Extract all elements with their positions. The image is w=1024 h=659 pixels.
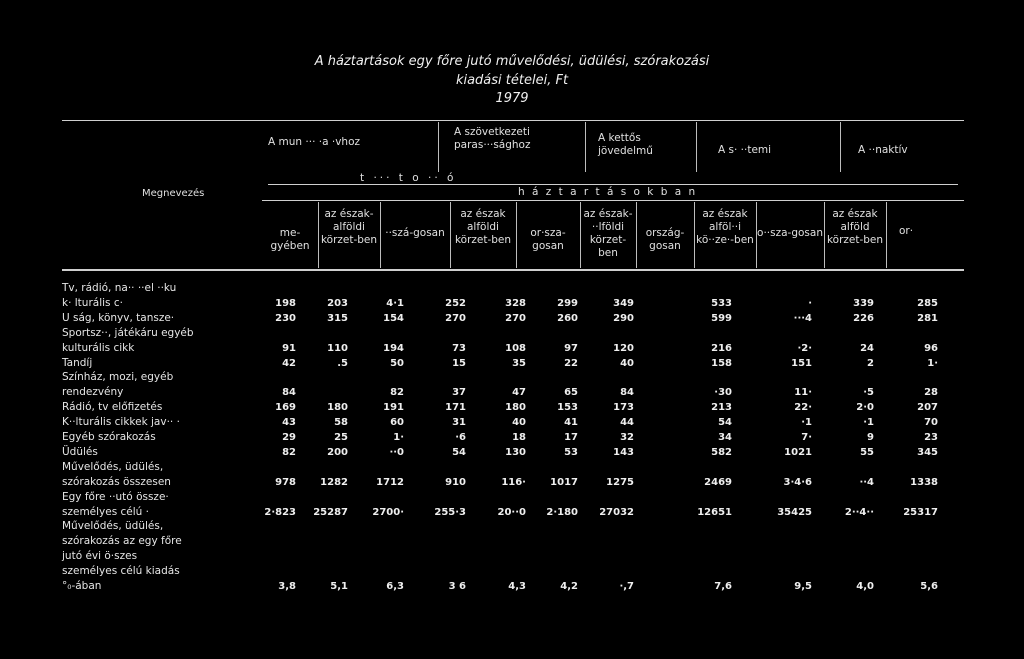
header-mid-rule	[268, 184, 958, 185]
table-cell: ·1	[863, 417, 874, 429]
table-cell: 203	[327, 297, 348, 309]
row-label: Tv, rádió, na·· ··el ··ku	[62, 282, 177, 294]
table-cell: ·30	[714, 387, 732, 399]
table-cell: 173	[613, 402, 634, 414]
group-header-4: A s· ··temi	[718, 144, 772, 156]
table-cell: 23	[924, 432, 938, 443]
column-divider	[580, 202, 581, 268]
table-cell: ·6	[455, 432, 466, 443]
table-cell: 120	[613, 342, 634, 354]
table-cell: 191	[383, 402, 404, 414]
table-cell: 44	[620, 417, 634, 429]
table-cell: 73	[452, 342, 466, 354]
table-cell: ···4	[793, 312, 812, 324]
table-cell: 533	[711, 297, 732, 309]
subheader-col-5: or·sza-gosan	[530, 227, 566, 252]
table-cell: 54	[718, 417, 732, 429]
column-divider	[886, 202, 887, 268]
table-cell: 96	[924, 342, 938, 354]
subheader-rule	[262, 200, 964, 201]
table-cell: 1338	[910, 476, 938, 488]
table-cell: 24	[860, 342, 874, 354]
row-label: személyes célú ·	[62, 505, 150, 518]
table-cell: 60	[390, 417, 404, 429]
subheader-col-1: me-gyében	[270, 227, 310, 252]
column-divider	[318, 202, 319, 268]
header-top-rule	[62, 120, 964, 121]
table-cell: 200	[327, 446, 348, 458]
header-divider	[840, 122, 841, 172]
haztartasokban-header: h á z t a r t á s o k b a n	[518, 186, 698, 198]
table-cell: 25287	[313, 506, 348, 518]
group-header-5: A ··naktív	[858, 144, 908, 156]
table-cell: 116·	[501, 476, 526, 488]
table-cell: 22·	[794, 402, 812, 414]
table-cell: 5,1	[330, 581, 348, 592]
table-cell: 143	[613, 446, 634, 458]
table-cell: 91	[282, 342, 296, 354]
table-cell: 2700·	[372, 506, 404, 518]
row-label: K··lturális cikkek jav·· ·	[62, 416, 180, 429]
table-cell: 2·180	[546, 506, 578, 518]
table-cell: 7·	[801, 432, 812, 443]
row-label: szórakozás az egy főre	[62, 535, 182, 548]
table-cell: 3 6	[448, 581, 466, 592]
table-cell: 34	[718, 432, 732, 443]
table-cell: 1017	[550, 476, 578, 488]
table-cell: ··4	[859, 476, 874, 488]
table-cell: 97	[564, 342, 578, 354]
table-cell: 4,2	[560, 581, 578, 592]
row-label-header: Megnevezés	[142, 188, 205, 199]
table-cell: 25	[334, 432, 348, 443]
table-cell: 22	[564, 357, 578, 369]
subheader-col-8: az észak alföl··i kö··ze·-ben	[696, 208, 754, 246]
row-label: Művelődés, üdülés,	[62, 520, 164, 533]
table-cell: 349	[613, 297, 634, 309]
table-cell: 43	[282, 417, 296, 429]
table-cell: 169	[275, 402, 296, 414]
table-cell: 2469	[704, 476, 732, 488]
table-cell: 4·1	[386, 297, 404, 309]
row-label: Tandíj	[62, 356, 93, 369]
row-label: k· lturális c·	[62, 296, 123, 309]
table-cell: 2·0	[856, 402, 874, 414]
table-cell: 3·4·6	[783, 476, 812, 488]
table-cell: 5,6	[920, 581, 938, 592]
table-cell: 345	[917, 446, 938, 458]
table-cell: 40	[620, 357, 634, 369]
table-cell: 158	[711, 357, 732, 369]
group-header-2: A szövetkezeti paras···sághoz	[454, 126, 531, 151]
table-cell: 108	[505, 342, 526, 354]
row-label: Sportsz··, játékáru egyéb	[62, 326, 194, 339]
header-bottom-rule	[62, 269, 964, 271]
table-cell: 216	[711, 342, 732, 354]
table-cell: 54	[452, 446, 466, 458]
table-cell: 260	[557, 312, 578, 324]
table-cell: 28	[924, 387, 938, 399]
table-cell: 910	[445, 476, 466, 488]
table-cell: 41	[564, 417, 578, 429]
table-cell: 582	[711, 446, 732, 458]
table-cell: 6,3	[386, 581, 404, 592]
table-cell: 40	[512, 417, 526, 429]
table-cell: 84	[282, 387, 296, 399]
table-title-year: 1979	[495, 91, 529, 106]
table-cell: ··0	[389, 446, 404, 458]
table-cell: 32	[620, 432, 634, 443]
table-cell: 82	[282, 446, 296, 458]
row-label: °₀-ában	[62, 580, 102, 592]
table-cell: ·5	[863, 387, 874, 399]
subheader-col-11: or·	[898, 225, 914, 237]
row-label: Egyéb szórakozás	[62, 431, 156, 443]
table-cell: 20··0	[497, 506, 526, 518]
table-cell: ·,7	[619, 581, 634, 592]
table-cell: 299	[557, 297, 578, 309]
table-cell: 154	[383, 312, 404, 324]
table-cell: 15	[452, 357, 466, 369]
table-cell: 151	[791, 357, 812, 369]
column-divider	[694, 202, 695, 268]
table-cell: 198	[275, 297, 296, 309]
table-cell: 11·	[794, 387, 812, 399]
table-cell: 180	[505, 402, 526, 414]
row-label: Színház, mozi, egyéb	[62, 371, 174, 384]
table-cell: 2·823	[264, 506, 296, 518]
table-cell: 35	[512, 357, 526, 369]
header-divider	[585, 122, 586, 172]
table-cell: 17	[564, 432, 578, 443]
table-cell: 281	[917, 312, 938, 324]
subheader-col-7: ország-gosan	[645, 227, 685, 252]
table-cell: 315	[327, 312, 348, 324]
row-label: kulturális cikk	[62, 341, 135, 354]
tartozo-header: t ··· t o ·· ó	[360, 172, 457, 184]
table-cell: 2	[867, 357, 874, 369]
subheader-col-9: o··sza-gosan	[757, 227, 823, 239]
header-divider	[696, 122, 697, 172]
table-cell: 1·	[393, 432, 404, 443]
table-cell: 4,3	[508, 581, 526, 592]
column-divider	[380, 202, 381, 268]
table-cell: 328	[505, 297, 526, 309]
header-divider	[438, 122, 439, 172]
table-cell: 180	[327, 402, 348, 414]
table-cell: ·	[808, 297, 812, 309]
column-divider	[636, 202, 637, 268]
table-cell: 65	[564, 387, 578, 399]
table-cell: 285	[917, 297, 938, 309]
table-title-line2: kiadási tételei, Ft	[455, 73, 569, 88]
table-cell: 37	[452, 387, 466, 399]
table-cell: 1275	[606, 476, 634, 488]
row-label: személyes célú kiadás	[62, 565, 180, 578]
table-cell: 29	[282, 432, 296, 443]
subheader-col-6: az észak-··lföldi körzet-ben	[583, 208, 633, 259]
table-cell: 252	[445, 297, 466, 309]
table-cell: 110	[327, 342, 348, 354]
table-cell: 194	[383, 342, 404, 354]
table-cell: 9,5	[794, 581, 812, 592]
table-cell: 35425	[777, 506, 812, 518]
table-cell: 1712	[376, 476, 404, 488]
table-cell: 1021	[784, 446, 812, 458]
table-cell: 50	[390, 357, 404, 369]
table-cell: 47	[512, 387, 526, 399]
table-cell: 130	[505, 446, 526, 458]
table-cell: 31	[452, 417, 466, 429]
row-label: Művelődés, üdülés,	[62, 460, 164, 473]
column-divider	[756, 202, 757, 268]
table-cell: 58	[334, 417, 348, 429]
column-divider	[824, 202, 825, 268]
table-cell: 27032	[599, 506, 634, 518]
table-cell: 339	[853, 297, 874, 309]
row-label: rendezvény	[62, 386, 124, 399]
column-divider	[516, 202, 517, 268]
group-header-3: A kettős jövedelmű	[598, 132, 653, 157]
table-cell: 226	[853, 312, 874, 324]
table-cell: 4,0	[856, 581, 874, 592]
group-header-1: A mun ··· ·a ·vhoz	[268, 136, 360, 148]
table-cell: 270	[505, 312, 526, 324]
table-cell: 1282	[320, 476, 348, 488]
table-cell: 3,8	[278, 581, 296, 592]
table-cell: 2··4··	[844, 506, 874, 518]
table-cell: 230	[275, 312, 296, 324]
table-cell: 53	[564, 446, 578, 458]
subheader-col-2: az észak-alföldi körzet-ben	[320, 208, 378, 246]
table-cell: 213	[711, 402, 732, 414]
table-cell: 290	[613, 312, 634, 324]
table-cell: 1·	[927, 357, 938, 369]
row-label: Rádió, tv előfizetés	[62, 401, 163, 414]
table-cell: ·1	[801, 417, 812, 429]
table-cell: .5	[337, 357, 348, 369]
table-cell: 9	[867, 432, 874, 443]
table-cell: 171	[445, 402, 466, 414]
table-cell: 978	[275, 476, 296, 488]
table-cell: 270	[445, 312, 466, 324]
column-divider	[450, 202, 451, 268]
row-label: jutó évi ö·szes	[62, 550, 138, 563]
subheader-col-4: az észak alföldi körzet-ben	[454, 208, 512, 246]
subheader-col-10: az észak alföld körzet-ben	[826, 208, 884, 246]
table-cell: 255·3	[434, 506, 466, 518]
table-cell: 25317	[903, 506, 938, 518]
table-cell: 207	[917, 402, 938, 414]
table-cell: 70	[924, 417, 938, 429]
row-label: Üdülés	[62, 445, 98, 458]
row-label: U ság, könyv, tansze·	[62, 311, 175, 324]
table-cell: 82	[390, 387, 404, 399]
table-cell: 7,6	[714, 581, 732, 592]
table-cell: 84	[620, 387, 634, 399]
table-cell: 18	[512, 432, 526, 443]
row-label: szórakozás összesen	[62, 475, 171, 488]
row-label: Egy főre ··utó össze·	[62, 490, 169, 503]
table-cell: 153	[557, 402, 578, 414]
table-cell: 55	[860, 446, 874, 458]
subheader-col-3: ··szá-gosan	[385, 227, 445, 239]
table-cell: 12651	[697, 506, 732, 518]
table-cell: 599	[711, 312, 732, 324]
table-cell: ·2·	[797, 342, 812, 354]
table-cell: 42	[282, 357, 296, 369]
table-title-line1: A háztartások egy főre jutó művelődési, üdülési, szórakozási	[314, 54, 710, 69]
